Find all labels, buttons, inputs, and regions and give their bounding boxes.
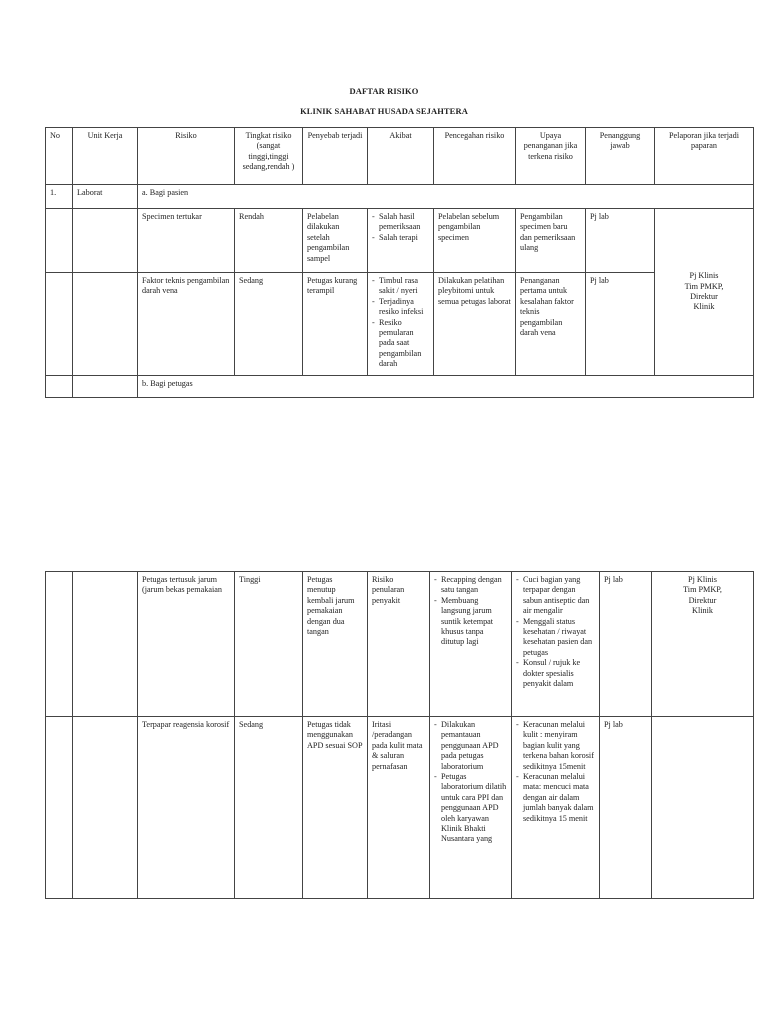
document-subtitle: KLINIK SAHABAT HUSADA SEJAHTERA xyxy=(300,106,468,116)
akibat-item: - Salah terapi xyxy=(372,233,429,243)
header-unit-kerja: Unit Kerja xyxy=(73,128,138,185)
risk-table-page1 xyxy=(45,127,754,398)
cell-risiko: Specimen tertukar xyxy=(138,209,235,273)
header-penanggung-jawab: Penanggung jawab xyxy=(586,128,655,185)
table-row xyxy=(46,273,754,376)
cell-risiko: Terpapar reagensia korosif xyxy=(138,717,235,899)
upaya-item: - Keracunan melalui kulit : menyiram bagian kulit yang terkena bahan korosif sedikitnya 15menit xyxy=(516,720,595,772)
cell-pencegahan: Pelabelan sebelum pengambilan specimen xyxy=(434,209,516,273)
pencegahan-item: - Recapping dengan satu tangan xyxy=(434,575,507,596)
cell-pj: Pj lab xyxy=(600,717,652,899)
upaya-item: - Menggali status kesehatan / riwayat kesehatan pasien dan petugas xyxy=(516,617,595,659)
header-upaya: Upaya penanganan jika terkena risiko xyxy=(516,128,586,185)
cell-tingkat: Sedang xyxy=(235,273,303,376)
table-row xyxy=(46,572,754,717)
upaya-item: - Cuci bagian yang terpapar dengan sabun antiseptic dan air mengalir xyxy=(516,575,595,617)
risk-table-page2 xyxy=(45,571,754,899)
pencegahan-item: - Petugas laboratorium dilatih untuk cara PPI dan penggunaan APD oleh karyawan Klinik Bhakti Nusantara yang xyxy=(434,772,507,845)
cell-penyebab: Pelabelan dilakukan setelah pengambilan sampel xyxy=(303,209,368,273)
cell-pencegahan: Dilakukan pelatihan pleybitomi untuk semua petugas laborat xyxy=(434,273,516,376)
group-label: b. Bagi petugas xyxy=(138,376,754,398)
cell-upaya xyxy=(512,572,600,717)
table-row xyxy=(46,717,754,899)
group-unit: Laborat xyxy=(73,185,138,209)
cell-akibat: Risiko penularan penyakit xyxy=(368,572,430,717)
cell-akibat xyxy=(368,209,434,273)
group-no: 1. xyxy=(46,185,73,209)
cell-pj: Pj lab xyxy=(586,209,655,273)
table-row xyxy=(46,209,754,273)
header-tingkat-risiko: Tingkat risiko (sangat tinggi,tinggi sedang,rendah ) xyxy=(235,128,303,185)
header-pelaporan: Pelaporan jika terjadi paparan xyxy=(655,128,754,185)
pencegahan-item: - Membuang langsung jarum suntik ketempat khusus tanpa ditutup lagi xyxy=(434,596,507,648)
cell-tingkat: Sedang xyxy=(235,717,303,899)
cell-tingkat: Tinggi xyxy=(235,572,303,717)
cell-pencegahan xyxy=(430,572,512,717)
header-no: No xyxy=(46,128,73,185)
header-akibat: Akibat xyxy=(368,128,434,185)
cell-risiko: Petugas tertusuk jarum (jarum bekas pemakaian xyxy=(138,572,235,717)
document-title: DAFTAR RISIKO xyxy=(349,86,419,96)
header-row xyxy=(46,128,754,185)
header-pencegahan: Pencegahan risiko xyxy=(434,128,516,185)
group-row xyxy=(46,376,754,398)
header-risiko: Risiko xyxy=(138,128,235,185)
cell-upaya xyxy=(512,717,600,899)
cell-pencegahan xyxy=(430,717,512,899)
akibat-item: - Salah hasil pemeriksaan xyxy=(372,212,429,233)
cell-upaya: Pengambilan specimen baru dan pemeriksaan ulang xyxy=(516,209,586,273)
cell-pj: Pj lab xyxy=(586,273,655,376)
cell-tingkat: Rendah xyxy=(235,209,303,273)
header-penyebab: Penyebab terjadi xyxy=(303,128,368,185)
cell-penyebab: Petugas tidak menggunakan APD sesuai SOP xyxy=(303,717,368,899)
group-label: a. Bagi pasien xyxy=(138,185,754,209)
cell-penyebab: Petugas kurang terampil xyxy=(303,273,368,376)
akibat-item: - Terjadinya resiko infeksi xyxy=(372,297,429,318)
akibat-item: - Resiko pemularan pada saat pengambilan darah xyxy=(372,318,429,370)
upaya-item: - Keracunan melalui mata: mencuci mata dengan air dalam jumlah banyak dalam sedikitnya 15 menit xyxy=(516,772,595,824)
upaya-item: - Konsul / rujuk ke dokter spesialis penyakit dalam xyxy=(516,658,595,689)
cell-pelaporan: Pj Klinis Tim PMKP, Direktur Klinik xyxy=(655,209,754,376)
cell-risiko: Faktor teknis pengambilan darah vena xyxy=(138,273,235,376)
cell-upaya: Penanganan pertama untuk kesalahan faktor teknis pengambilan darah vena xyxy=(516,273,586,376)
akibat-item: - Timbul rasa sakit / nyeri xyxy=(372,276,429,297)
cell-pj: Pj lab xyxy=(600,572,652,717)
pencegahan-item: - Dilakukan pemantauan penggunaan APD pada petugas laboratorium xyxy=(434,720,507,772)
cell-penyebab: Petugas menutup kembali jarum pemakaian dengan dua tangan xyxy=(303,572,368,717)
cell-akibat xyxy=(368,273,434,376)
cell-akibat: Iritasi /peradangan pada kulit mata & saluran pernafasan xyxy=(368,717,430,899)
group-row xyxy=(46,185,754,209)
cell-pelaporan: Pj Klinis Tim PMKP, Direktur Klinik xyxy=(652,572,754,717)
